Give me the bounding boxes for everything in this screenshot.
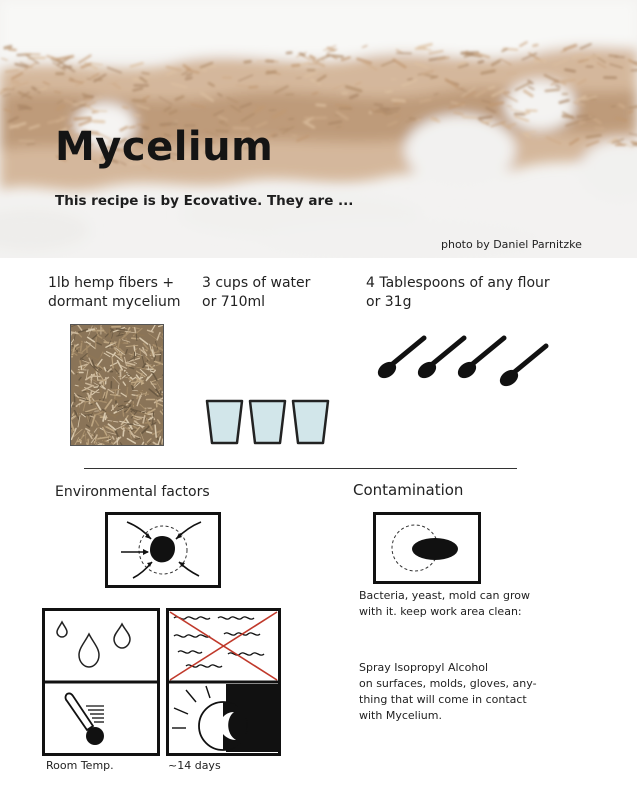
ingredient-flour-text: 4 Tablespoons of any flour or 31g — [366, 275, 550, 310]
ingredient-water-text: 3 cups of water or 710ml — [202, 275, 311, 310]
spoon-icon — [455, 338, 504, 381]
environment-heading: Environmental factors — [55, 484, 210, 500]
ingredient-flour-label — [366, 274, 550, 312]
tablespoons-icon — [374, 330, 554, 390]
cup-icon — [250, 401, 285, 443]
water-cups-icon — [204, 398, 334, 446]
photo-credit: photo by Daniel Parnitzke — [441, 238, 582, 251]
ingredient-water-label — [202, 274, 310, 312]
ingredient-hemp-label — [48, 274, 181, 312]
room-temp-label: Room Temp. — [46, 759, 114, 772]
hemp-fibers-photo — [70, 324, 164, 446]
contamination-note: Bacteria, yeast, mold can grow with it. keep work area clean: — [359, 589, 531, 618]
contamination-heading: Contamination — [353, 481, 464, 499]
ingredient-hemp-text: 1lb hemp fibers + dormant mycelium — [48, 275, 181, 310]
cup-icon — [207, 401, 242, 443]
cup-icon — [293, 401, 328, 443]
humidity-temp-panel — [42, 608, 160, 756]
spore-icon — [373, 512, 481, 584]
spoon-icon — [415, 338, 464, 381]
duration-label: ~14 days — [168, 759, 221, 772]
spoon-icon — [497, 346, 546, 389]
air-time-panel — [166, 608, 281, 756]
recipe-subtitle: This recipe is by Ecovative. They are ... — [55, 193, 354, 209]
spoon-icon — [375, 338, 424, 381]
arrows-converging-icon — [105, 512, 221, 588]
section-divider — [84, 468, 517, 469]
page-title: Mycelium — [55, 124, 274, 170]
alcohol-instructions: Spray Isopropyl Alcohol on surfaces, molds, gloves, any- thing that will come in contact with Mycelium. — [359, 661, 537, 722]
